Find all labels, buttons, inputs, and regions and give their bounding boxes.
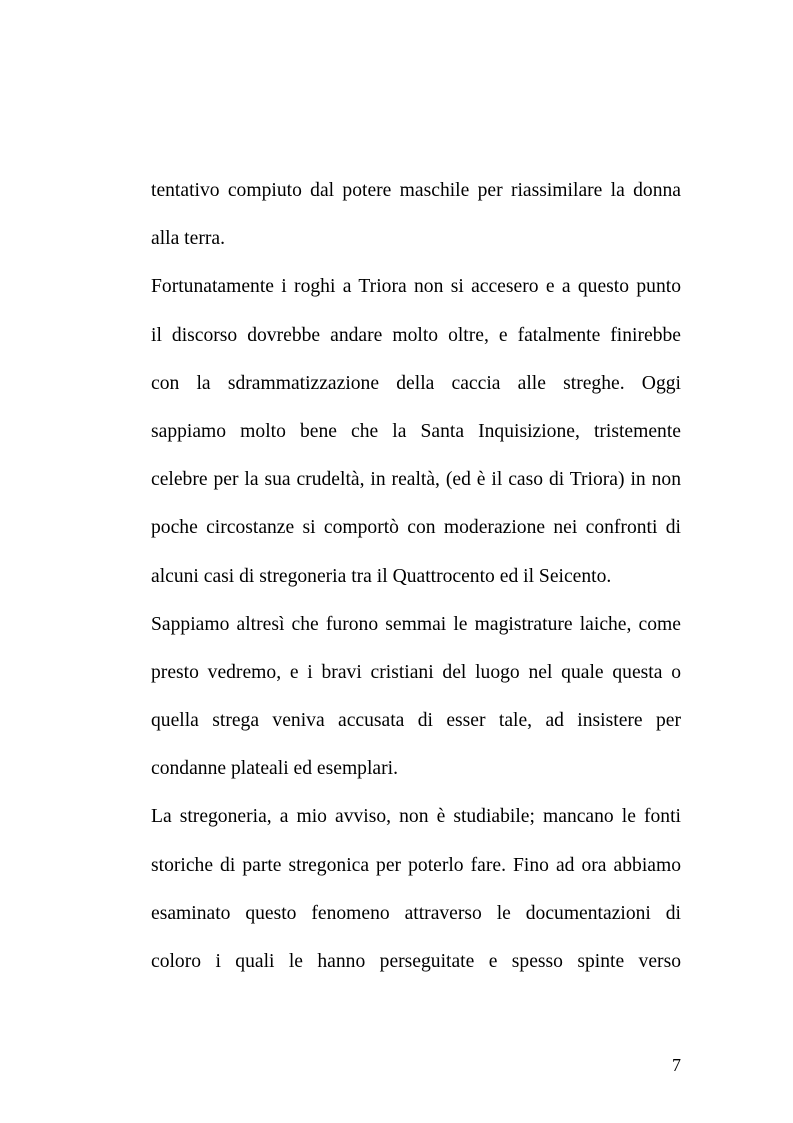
text-line: Sappiamo altresì che furono semmai le magistrature laiche, come xyxy=(151,613,681,635)
text-line: Fortunatamente i roghi a Triora non si accesero e a questo punto xyxy=(151,276,681,298)
text-line: quella strega veniva accusata di esser tale, ad insistere per xyxy=(151,710,681,732)
text-line: tentativo compiuto dal potere maschile per riassimilare la donna xyxy=(151,180,681,201)
text-line: coloro i quali le hanno perseguitate e spesso spinte verso xyxy=(151,951,681,972)
text-line: storiche di parte stregonica per poterlo fare. Fino ad ora abbiamo xyxy=(151,854,681,876)
text-line: condanne plateali ed esemplari. xyxy=(151,758,398,780)
paragraph-2 xyxy=(151,263,681,600)
text-line: presto vedremo, e i bravi cristiani del luogo nel quale questa o xyxy=(151,661,681,683)
text-line: alcuni casi di stregoneria tra il Quattrocento ed il Seicento. xyxy=(151,565,612,587)
text-line: celebre per la sua crudeltà, in realtà, (ed è il caso di Triora) in non xyxy=(151,469,681,491)
paragraph-1 xyxy=(151,167,681,263)
text-line: alla terra. xyxy=(151,228,225,250)
text-line: sappiamo molto bene che la Santa Inquisizione, tristemente xyxy=(151,420,681,442)
text-line: esaminato questo fenomeno attraverso le documentazioni di xyxy=(151,902,681,924)
page-number: 7 xyxy=(672,1055,681,1075)
document-body xyxy=(151,167,681,986)
text-line: poche circostanze si comportò con moderazione nei confronti di xyxy=(151,517,681,539)
text-line: La stregoneria, a mio avviso, non è studiabile; mancano le fonti xyxy=(151,806,681,828)
paragraph-4 xyxy=(151,793,681,986)
text-line: con la sdrammatizzazione della caccia alle streghe. Oggi xyxy=(151,372,681,394)
text-line: il discorso dovrebbe andare molto oltre, e fatalmente finirebbe xyxy=(151,324,681,346)
paragraph-3 xyxy=(151,601,681,794)
